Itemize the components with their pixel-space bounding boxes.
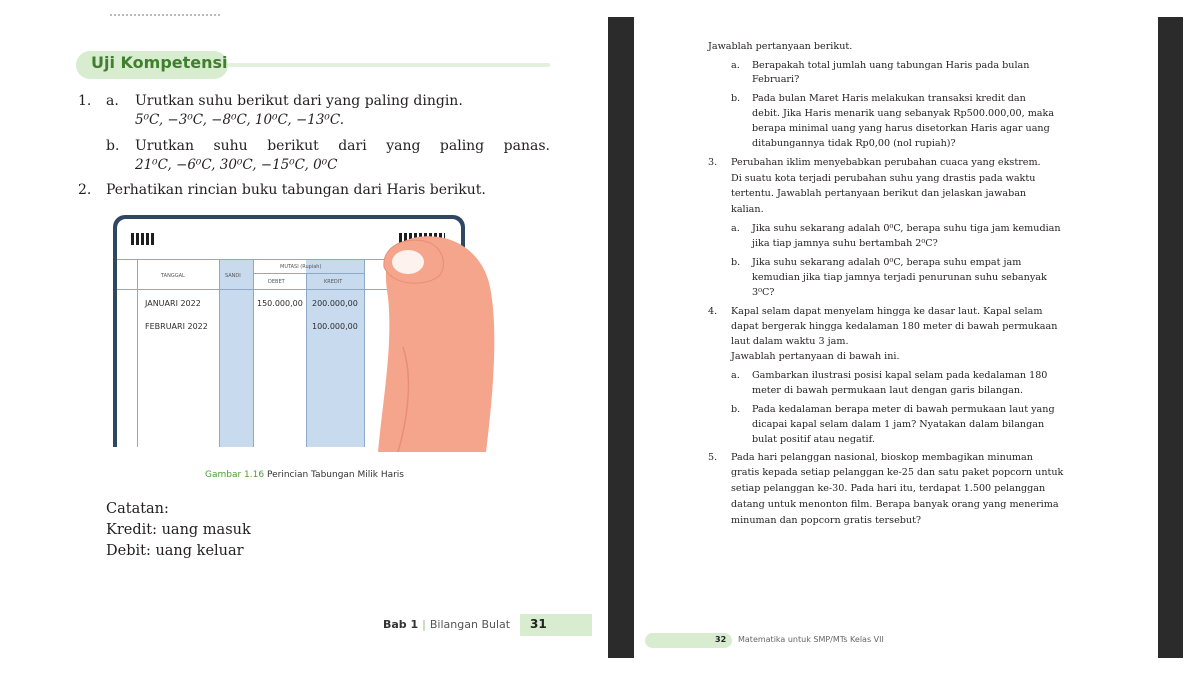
book-gutter-right	[1158, 17, 1183, 658]
section-title-rule	[228, 63, 550, 67]
q5-line: Pada hari pelanggan nasional, bioskop membagikan minuman	[731, 452, 1033, 463]
row-1-kredit: 200.000,00	[312, 299, 358, 308]
header-tanggal: TANGGAL	[161, 273, 185, 279]
section-title: Uji Kompetensi	[91, 53, 228, 72]
q4b-label: b.	[731, 404, 741, 415]
barcode-left	[131, 233, 155, 245]
q3-number: 3.	[708, 157, 718, 168]
q1a-text: Urutkan suhu berikut dari yang paling dingin.	[135, 93, 463, 109]
q2b-label: b.	[731, 93, 741, 104]
q3-line: Di suatu kota terjadi perubahan suhu yang drastis pada waktu	[731, 173, 1036, 184]
q1a-label: a.	[106, 93, 119, 109]
q4a-label: a.	[731, 370, 740, 381]
q3b-label: b.	[731, 257, 741, 268]
q3-line: tertentu. Jawablah pertanyaan berikut dan jelaskan jawaban	[731, 188, 1027, 199]
q4-line: laut dalam waktu 3 jam.	[731, 336, 849, 347]
column-rule	[253, 259, 254, 447]
figure-caption	[205, 470, 404, 480]
q1b-text	[135, 137, 550, 155]
q1b-word: suhu	[213, 138, 248, 154]
kredit-column-fill	[306, 259, 364, 447]
q2b-line: debit. Jika Haris menarik uang sebanyak Rp500.000,00, maka	[752, 108, 1055, 119]
q4-line: Jawablah pertanyaan di bawah ini.	[731, 351, 900, 362]
q2a-line: Berapakah total jumlah uang tabungan Haris pada bulan	[752, 60, 1030, 71]
q1-number: 1.	[78, 93, 92, 109]
footer-chapter: Bab 1	[383, 618, 419, 631]
hand-illustration	[358, 227, 498, 452]
footer-title: Bilangan Bulat	[429, 618, 511, 631]
q3a-label: a.	[731, 223, 740, 234]
column-rule	[219, 259, 220, 447]
sandi-column-fill	[219, 259, 253, 447]
q4a-line: meter di bawah permukaan laut dengan garis bilangan.	[752, 385, 1024, 396]
q1b-word: Urutkan	[135, 138, 194, 154]
q1b-word: dari	[338, 138, 367, 154]
q2b-line: berapa minimal uang yang harus disetorkan Haris agar uang	[752, 123, 1050, 134]
q4b-line: bulat positif atau negatif.	[752, 434, 875, 445]
caption-text: Perincian Tabungan Milik Haris	[266, 470, 404, 480]
q2b-line: Pada bulan Maret Haris melakukan transaksi kredit dan	[752, 93, 1026, 104]
q3b-line: kemudian jika tiap jamnya terjadi penurunan suhu sebanyak	[752, 272, 1047, 283]
top-decoration	[110, 14, 220, 16]
q5-line: setiap pelanggan ke-30. Pada hari itu, terdapat 1.500 pelanggan	[731, 483, 1046, 494]
q1b-word: panas.	[503, 138, 550, 154]
page-number-right: 32	[715, 635, 727, 644]
q4a-line: Gambarkan ilustrasi posisi kapal selam pada kedalaman 180	[752, 370, 1048, 381]
intro-text: Jawablah pertanyaan berikut.	[708, 41, 853, 52]
q1b-word: yang	[386, 138, 421, 154]
q4-number: 4.	[708, 306, 718, 317]
footer-separator: |	[422, 618, 426, 631]
q1b-word: berikut	[267, 138, 319, 154]
column-rule	[306, 273, 307, 447]
row-1-debet: 150.000,00	[257, 299, 303, 308]
q4b-line: Pada kedalaman berapa meter di bawah permukaan laut yang	[752, 404, 1055, 415]
mutasi-split-rule	[253, 273, 364, 274]
row-2-kredit: 100.000,00	[312, 322, 358, 331]
q3-line: kalian.	[731, 204, 764, 215]
footer-right-title: Matematika untuk SMP/MTs Kelas VII	[738, 635, 884, 644]
notes-title: Catatan:	[106, 501, 169, 517]
q2a-line: Februari?	[752, 74, 800, 85]
q4-line: dapat bergerak hingga kedalaman 180 meter di bawah permukaan	[731, 321, 1058, 332]
page-number-left: 31	[530, 617, 547, 631]
header-kredit: KREDIT	[324, 279, 343, 285]
q3a-line: jika tiap jamnya suhu bertambah 2⁰C?	[752, 238, 938, 249]
row-2-tanggal: FEBRUARI 2022	[145, 322, 208, 331]
row-1-tanggal: JANUARI 2022	[145, 299, 201, 308]
q1b-word: paling	[439, 138, 485, 154]
q3b-line: Jika suhu sekarang adalah 0⁰C, berapa suhu empat jam	[752, 257, 1022, 268]
book-gutter-left	[608, 17, 634, 658]
q1b-label: b.	[106, 138, 120, 154]
q5-line: minuman dan popcorn gratis tersebut?	[731, 515, 922, 526]
header-debet: DEBET	[268, 279, 285, 285]
q1b-values: 21⁰C, −6⁰C, 30⁰C, −15⁰C, 0⁰C	[135, 157, 338, 173]
q5-line: gratis kepada setiap pelanggan ke-25 dan satu paket popcorn untuk	[731, 467, 1064, 478]
header-sandi: SANDI	[225, 273, 241, 279]
caption-label: Gambar 1.16	[205, 470, 265, 480]
q5-line: datang untuk menonton film. Berapa banyak orang yang menerima	[731, 499, 1059, 510]
footer-left	[383, 618, 510, 631]
note-debit: Debit: uang keluar	[106, 543, 244, 559]
q2-text: Perhatikan rincian buku tabungan dari Haris berikut.	[106, 182, 486, 198]
q3a-line: Jika suhu sekarang adalah 0⁰C, berapa suhu tiga jam kemudian	[752, 223, 1061, 234]
table-left-rule	[137, 259, 138, 447]
q5-number: 5.	[708, 452, 718, 463]
header-mutasi: MUTASI (Rupiah)	[280, 264, 322, 270]
q2b-line: ditabungannya tidak Rp0,00 (nol rupiah)?	[752, 138, 956, 149]
q2-number: 2.	[78, 182, 92, 198]
q3-line: Perubahan iklim menyebabkan perubahan cuaca yang ekstrem.	[731, 157, 1041, 168]
q1a-values: 5⁰C, −3⁰C, −8⁰C, 10⁰C, −13⁰C.	[135, 112, 344, 128]
note-kredit: Kredit: uang masuk	[106, 522, 251, 538]
q4-line: Kapal selam dapat menyelam hingga ke dasar laut. Kapal selam	[731, 306, 1043, 317]
q3b-line: 3⁰C?	[752, 287, 775, 298]
q4b-line: dicapai kapal selam dalam 1 jam? Nyatakan dalam bilangan	[752, 419, 1045, 430]
passbook-figure	[113, 215, 465, 450]
q2a-label: a.	[731, 60, 740, 71]
